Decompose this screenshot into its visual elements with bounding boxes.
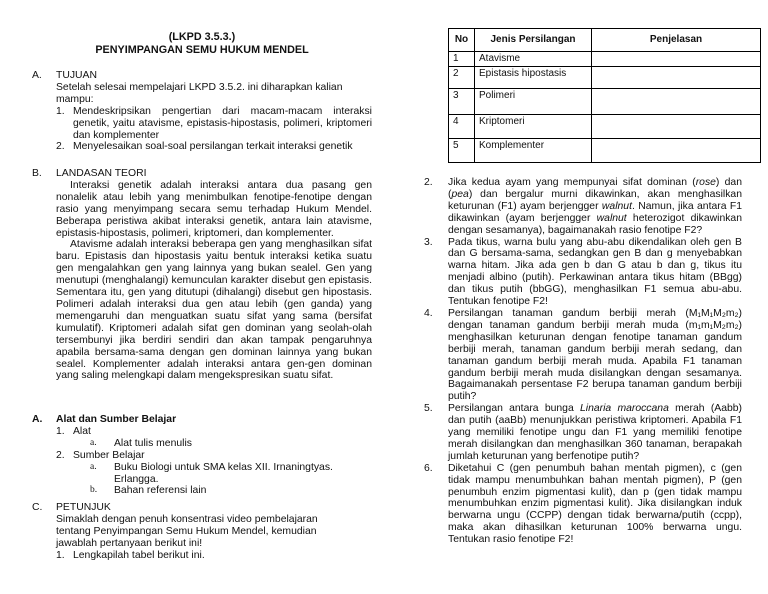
- question-item: 4. Persilangan tanaman gandum berbiji merah (M₁M₁M₂m₂) dengan tanaman gandum berbiji merah muda (m₁m₁M₂m₂) menghasilkan keturunan dengan fenotipe tanaman gandum berbiji merah, tanaman gandum berbiji merah sedang, dan tanaman gandum berbiji merah muda. Apabila F1 tanaman gandum berbiji merah muda disilangkan dengan sesamanya. Bagaimanakah persentase F2 berupa tanaman gandum berbiji putih?: [424, 307, 742, 403]
- answer-cell: [592, 138, 761, 162]
- section-landasan-teori: B. LANDASAN TEORI Interaksi genetik adalah interaksi antara dua pasang gen nonalelik atau lebih yang menimbulkan fenotipe-fenotipe dengan rasio yang menyimpang secara semu terhadap Hukum Mendel. Beberapa peristiwa akibat interaksi genetik, antara lain atavisme, epistasis-hipostasis, polimeri, kriptomeri, dan komplementer. Atavisme adalah interaksi beberapa gen yang menghasilkan sifat baru. Epistasis dan hipostasis yaitu bentuk interaksi ketika suatu gen mengalahkan gen yang lainnya yang bukan sealel. Gen yang menutupi (menghalangi) kemunculan karakter disebut gen epistasis. Sementara itu, gen yang ditutupi (dihalangi) disebut gen hipostasis. Polimeri adalah interaksi dua gen atau lebih (gen ganda) yang memengaruhi dan menguatkan suatu sifat yang sama (bersifat kumulatif). Kriptomeri adalah sifat gen dominan yang seolah-olah tersembunyi jika berdiri sendiri dan akan tampak pengaruhnya apabila bersama-sama dengan gen dominan lainnya yang bukan sealel. Komplementer adalah interaksi antara gen-gen dominan yang saling melengkapi dalam mengekspresikan suatu sifat.: [32, 168, 372, 382]
- answer-cell: [592, 114, 761, 138]
- question-item: 3. Pada tikus, warna bulu yang abu-abu dikendalikan oleh gen B dan G bersama-sama, sedangkan gen B dan g menyebabkan warna hitam. Jika ada gen b dan G atau b dan g, tikus itu menjadi albino (putih). Perkawinan antara tikus hitam (BBgg) dan tikus putih (bbGG), menghasilkan F1 semua abu-abu. Tentukan fenotipe F2!: [424, 236, 742, 308]
- answer-cell: [592, 66, 761, 88]
- section-heading: TUJUAN: [56, 70, 97, 81]
- table-header-row: [449, 29, 761, 52]
- list-item: 2. Menyelesaikan soal-soal persilangan terkait interaksi genetik: [56, 141, 353, 153]
- list-subitem: b. Bahan referensi lain: [90, 485, 207, 497]
- section-heading: Alat dan Sumber Belajar: [56, 414, 177, 425]
- list-item: 1. Alat: [56, 425, 91, 437]
- section-heading: LANDASAN TEORI: [56, 168, 147, 179]
- tujuan-intro: Setelah selesai mempelajari LKPD 3.5.2. ini diharapkan kalian mampu:: [56, 81, 343, 105]
- table-row: 5 Komplementer: [449, 138, 761, 162]
- paragraph: Atavisme adalah interaksi beberapa gen yang menghasilkan sifat baru. Epistasis dan hipostasis yaitu bentuk interaksi ketika suatu gen mengalahkan gen yang lainnya yang bukan sealel. Gen yang menutupi (menghalangi) kemunculan karakter disebut gen epistasis. Sementara itu, gen yang ditutupi (dihalangi) disebut gen hipostasis. Polimeri adalah interaksi dua gen atau lebih (gen ganda) yang memengaruhi dan menguatkan suatu sifat yang sama (bersifat kumulatif). Kriptomeri adalah sifat gen dominan yang seolah-olah tersembunyi jika berdiri sendiri dan akan tampak pengaruhnya apabila bersama-sama dengan gen dominan lainnya yang bukan sealel. Komplementer adalah interaksi antara gen-gen dominan yang saling melengkapi dalam mengekspresikan suatu sifat.: [56, 239, 372, 382]
- list-item: 1. Lengkapilah tabel berikut ini.: [56, 549, 205, 561]
- table-header: No: [449, 29, 475, 52]
- question-item: 5. Persilangan antara bunga Linaria maroccana merah (Aabb) dan putih (aaBb) menunjukkan peristiwa kriptomeri. Apabila F1 yang memiliki fenotipe ungu dan F1 yang memiliki fenotipe merah disilangkan dan menghasilkan 360 tanaman, berapakah jumlah keturunan yang berfenotipe putih?: [424, 403, 743, 462]
- table-header: Penjelasan: [592, 29, 761, 52]
- petunjuk-text: Simaklah dengan penuh konsentrasi video pembelajaran tentang Penyimpangan Semu Hukum Mendel, kemudian jawablah pertanyaan berikut ini!: [56, 513, 318, 549]
- section-tujuan: [32, 70, 372, 153]
- section-alat: A. Alat dan Sumber Belajar 1. Alat a. Alat tulis menulis 2. Sumber Belajar a. Buku Biologi untuk SMA kelas XII. Irnaningtyas. Erlangga. b. Bahan referensi lain: [32, 414, 372, 497]
- table-row: 4 Kriptomeri: [449, 114, 761, 138]
- section-petunjuk: C. PETUNJUK Simaklah dengan penuh konsentrasi video pembelajaran tentang Penyimpangan Semu Hukum Mendel, kemudian jawablah pertanyaan berikut ini! 1. Lengkapilah tabel berikut ini.: [32, 502, 372, 562]
- answer-cell: [592, 88, 761, 114]
- question-list: [424, 177, 742, 546]
- table-row: 1 Atavisme: [449, 52, 761, 67]
- table-row: 3 Polimeri: [449, 88, 761, 114]
- table-header: Jenis Persilangan: [475, 29, 592, 52]
- answer-cell: [592, 52, 761, 67]
- section-heading: PETUNJUK: [56, 502, 111, 513]
- document-title: PENYIMPANGAN SEMU HUKUM MENDEL: [95, 44, 309, 56]
- list-subitem: a. Alat tulis menulis: [90, 437, 192, 449]
- persilangan-table: [448, 28, 761, 163]
- list-subitem: a. Buku Biologi untuk SMA kelas XII. Irnaningtyas. Erlangga.: [90, 461, 333, 485]
- table-row: 2 Epistasis hipostasis: [449, 66, 761, 88]
- question-item: 2. Jika kedua ayam yang mempunyai sifat dominan (rose) dan (pea) dan bergalur murni dikawinkan, akan menghasilkan keturunan (F1) ayam berjengger walnut. Namun, jika antara F1 dikawinkan (ayam berjengger walnut heterozigot dikawinkan dengan sesamanya), bagaimanakah rasio fenotipe F2?: [424, 177, 742, 236]
- paragraph: Interaksi genetik adalah interaksi antara dua pasang gen nonalelik atau lebih yang menimbulkan fenotipe-fenotipe dengan rasio yang menyimpang secara semu terhadap Hukum Mendel. Beberapa peristiwa akibat interaksi genetik, antara lain atavisme, epistasis-hipostasis, polimeri, kriptomeri, dan komplementer.: [56, 179, 372, 239]
- section-letter: A.: [32, 70, 42, 81]
- list-item: 1. Mendeskripsikan pengertian dari macam-macam interaksi genetik, yaitu atavisme, epistasis-hipostasis, polimeri, kriptomeri dan komplementer: [56, 105, 372, 141]
- list-item: 2. Sumber Belajar: [56, 449, 145, 461]
- document-code: (LKPD 3.5.3.): [168, 31, 236, 43]
- question-item: 6. Diketahui C (gen penumbuh bahan mentah pigmen), c (gen tidak mampu menumbuhkan bahan mentah pigmen), P (gen penumbuh enzim pigmentasi kulit), dan p (gen tidak mampu menumbuhkan enzim pigmentasi kulit). Jika disilangkan induk berwarna ungu (CCPP) dengan tidak berwarna/putih (ccpp), maka akan dihasilkan keturunan 100% berwarna ungu. Tentukan rasio fenotipe F2!: [424, 462, 742, 546]
